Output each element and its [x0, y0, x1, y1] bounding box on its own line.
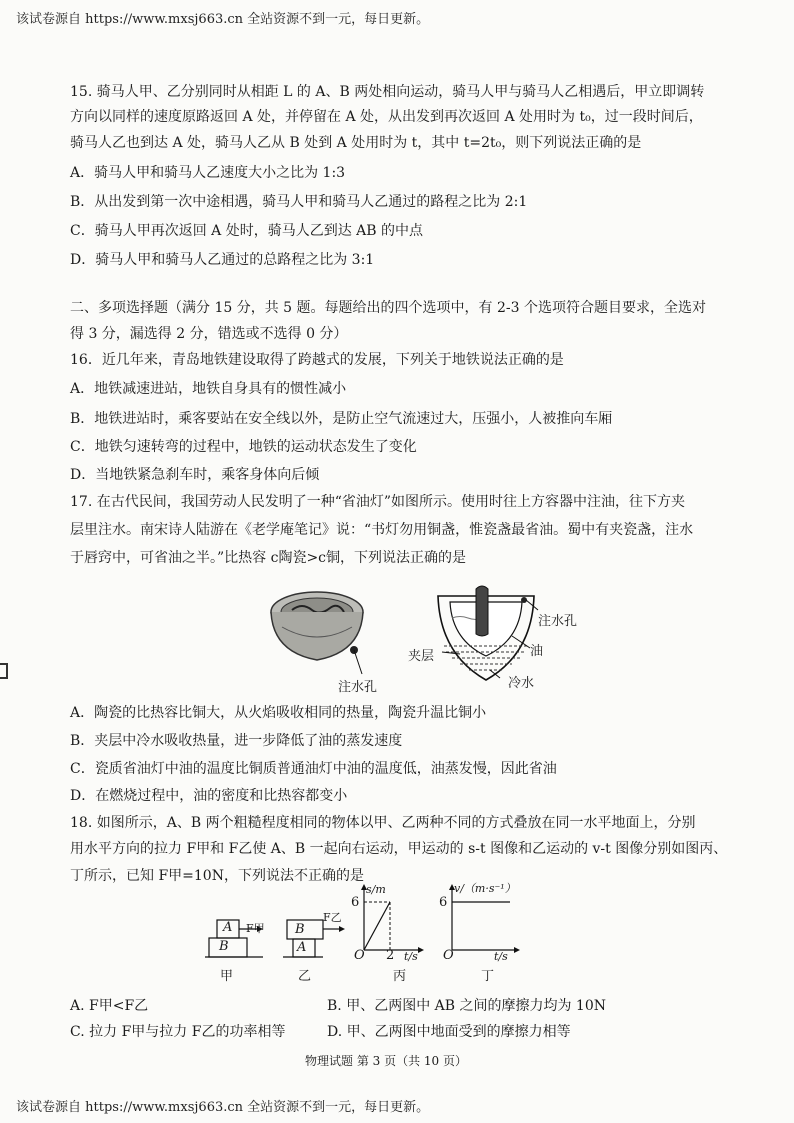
bing-origin: O [354, 948, 365, 963]
bing-ylabel: s/m [366, 883, 386, 896]
caption-jia: 甲 [220, 969, 234, 984]
label-hole-right: 注水孔 [538, 614, 578, 629]
q18-stem-line-3: 丁所示，已知 F甲=10N，下列说法不正确的是 [70, 868, 364, 884]
jia-block-b-label: B [219, 939, 229, 954]
ding-xlabel: t/s [494, 950, 508, 963]
q16-option-a: A．地铁减速进站，地铁自身具有的惯性减小 [70, 381, 347, 397]
q15-option-d: D．骑马人甲和骑马人乙通过的总路程之比为 3:1 [70, 252, 375, 268]
q16-option-b: B．地铁进站时，乘客要站在安全线以外，是防止空气流速过大，压强小，人被推向车厢 [70, 411, 613, 427]
q15-stem-line-1: 15. 骑马人甲、乙分别同时从相距 L 的 A、B 两处相向运动，骑马人甲与骑马人乙相遇后，甲立即调转 [70, 84, 705, 100]
bing-x-tick-2: 2 [386, 948, 395, 963]
label-oil: 油 [530, 644, 544, 659]
q17-option-b: B．夹层中冷水吸收热量，进一步降低了油的蒸发速度 [70, 733, 403, 749]
yi-block-b-label: B [295, 922, 305, 937]
caption-bing: 丙 [393, 969, 407, 984]
q17-stem-line-1: 17. 在古代民间，我国劳动人民发明了一种“省油灯”如图所示。使用时往上方容器中注油，往下方夹 [70, 494, 686, 510]
graph-bing-s-t [352, 884, 424, 954]
bing-y-tick-6: 6 [351, 895, 360, 910]
q15-stem-line-3: 骑马人乙也到达 A 处，骑马人乙从 B 处到 A 处用时为 t，其中 t=2t₀，则下列说法正确的是 [70, 135, 642, 151]
q17-option-a: A．陶瓷的比热容比铜大，从火焰吸收相同的热量，陶瓷升温比铜小 [70, 705, 487, 721]
q16-option-c: C．地铁匀速转弯的过程中，地铁的运动状态发生了变化 [70, 439, 417, 455]
q16-stem: 16．近几年来，青岛地铁建设取得了跨越式的发展，下列关于地铁说法正确的是 [70, 352, 564, 368]
q15-option-b: B．从出发到第一次中途相遇，骑马人甲和骑马人乙通过的路程之比为 2:1 [70, 194, 528, 210]
q17-stem-line-3: 于唇窍中，可省油之半。”比热容 c陶瓷>c铜，下列说法正确的是 [70, 550, 467, 566]
q18-option-c: C. 拉力 F甲与拉力 F乙的功率相等 [70, 1024, 286, 1040]
f-jia-label: F甲 [246, 922, 265, 935]
label-water: 冷水 [508, 676, 535, 691]
ding-y-tick-6: 6 [439, 895, 448, 910]
q15-option-c: C．骑马人甲再次返回 A 处时，骑马人乙到达 AB 的中点 [70, 223, 424, 239]
label-layer: 夹层 [408, 649, 435, 664]
q18-stem-line-2: 用水平方向的拉力 F甲和 F乙使 A、B 一起向右运动，甲运动的 s-t 图像和乙运动的 v-t 图像分别如图丙、 [70, 841, 728, 857]
page-footer: 物理试题 第 3 页（共 10 页） [305, 1054, 467, 1068]
watermark-top: 该试卷源自 https://www.mxsj663.cn 全站资源不到一元，每日更新。 [16, 12, 430, 27]
figure-yi-blocks [283, 910, 353, 958]
q18-option-b: B. 甲、乙两图中 AB 之间的摩擦力均为 10N [327, 998, 607, 1014]
q18-stem-line-1: 18. 如图所示，A、B 两个粗糙程度相同的物体以甲、乙两种不同的方式叠放在同一水平地面上，分别 [70, 815, 696, 831]
q17-option-c: C．瓷质省油灯中油的温度比铜质普通油灯中油的温度低，油蒸发慢，因此省油 [70, 761, 557, 777]
section2-heading-line-1: 二、多项选择题（满分 15 分，共 5 题。每题给出的四个选项中，有 2-3 个选项符合题目要求，全选对 [70, 300, 706, 316]
ding-origin: O [443, 948, 454, 963]
watermark-bottom: 该试卷源自 https://www.mxsj663.cn 全站资源不到一元，每日更新。 [16, 1100, 430, 1115]
q15-option-a: A．骑马人甲和骑马人乙速度大小之比为 1:3 [70, 165, 346, 181]
q17-option-d: D．在燃烧过程中，油的密度和比热容都变小 [70, 788, 348, 804]
label-hole-left: 注水孔 [338, 680, 378, 695]
q15-stem-line-2: 方向以同样的速度原路返回 A 处，并停留在 A 处，从出发到再次返回 A 处用时为 t₀，过一段时间后， [70, 109, 703, 125]
section2-heading-line-2: 得 3 分，漏选得 2 分，错选或不选得 0 分） [70, 326, 348, 342]
ding-ylabel: v/（m·s⁻¹） [454, 882, 516, 895]
binding-mark [0, 663, 8, 679]
caption-ding: 丁 [481, 969, 495, 984]
q18-option-d: D. 甲、乙两图中地面受到的摩擦力相等 [327, 1024, 571, 1040]
yi-block-a-label: A [297, 940, 307, 955]
caption-yi: 乙 [298, 969, 312, 984]
q17-stem-line-2: 层里注水。南宋诗人陆游在《老学庵笔记》说：“书灯勿用铜盏，惟瓷盏最省油。蜀中有夹瓷盏，注水 [70, 522, 694, 538]
bing-xlabel: t/s [404, 950, 418, 963]
f-yi-label: F乙 [323, 911, 342, 924]
q16-option-d: D．当地铁紧急刹车时，乘客身体向后倾 [70, 467, 320, 483]
q18-option-a: A. F甲<F乙 [70, 998, 149, 1014]
jia-block-a-label: A [223, 920, 233, 935]
